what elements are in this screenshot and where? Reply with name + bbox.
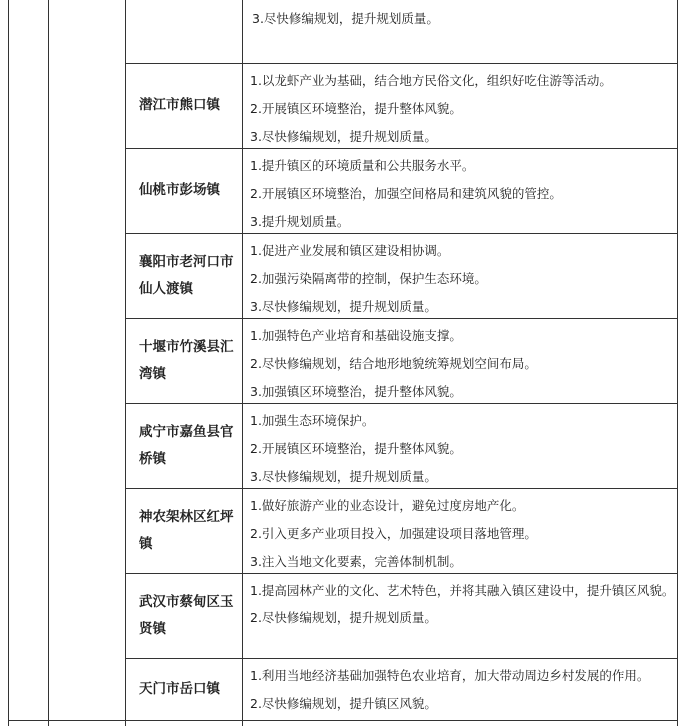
column-divider-2 — [125, 0, 126, 726]
town-name-text: 天门市岳口镇 — [139, 680, 220, 697]
town-name-text: 襄阳市老河口市仙人渡镇 — [139, 253, 234, 297]
town-name-text: 潜江市熊口镇 — [139, 97, 220, 113]
town-name-text: 咸宁市嘉鱼县官桥镇 — [139, 423, 234, 467]
town-name — [133, 233, 244, 318]
table-border-left — [8, 0, 9, 726]
measure-item: 3.尽快修编规划，提升规划质量。 — [250, 469, 437, 484]
measure-item: 1.做好旅游产业的业态设计，避免过度房地产化。 — [250, 498, 525, 513]
town-name-text: 仙桃市彭场镇 — [139, 182, 220, 198]
measures-cell — [250, 407, 678, 491]
town-name — [133, 148, 244, 233]
measure-item: 3.提升规划质量。 — [250, 214, 350, 229]
measure-item: 3.注入当地文化要素，完善体制机制。 — [250, 554, 462, 569]
measure-item: 2.开展镇区环境整治，加强空间格局和建筑风貌的管控。 — [250, 186, 562, 201]
town-name-text: 武汉市蔡甸区玉贤镇 — [139, 593, 234, 637]
measure-item: 1.提高园林产业的文化、艺术特色，并将其融入镇区建设中，提升镇区风貌。 — [250, 583, 675, 598]
measure-item: 2.加强污染隔离带的控制，保护生态环境。 — [250, 271, 487, 286]
measure-item: 1.提升镇区的环境质量和公共服务水平。 — [250, 158, 475, 173]
measures-cell — [250, 67, 678, 151]
measures-cell — [250, 5, 678, 33]
measures-cell — [250, 237, 678, 321]
measure-item: 2.开展镇区环境整治，提升整体风貌。 — [250, 101, 462, 116]
measure-item: 3.尽快修编规划，提升规划质量。 — [250, 299, 437, 314]
town-name — [133, 318, 244, 403]
measure-item: 2.尽快修编规划，提升规划质量。 — [250, 610, 437, 625]
measure-item: 2.尽快修编规划，结合地形地貌统筹规划空间布局。 — [250, 356, 537, 371]
measure-item: 2.引入更多产业项目投入，加强建设项目落地管理。 — [250, 526, 537, 541]
policy-table — [8, 0, 678, 726]
town-name — [133, 573, 244, 658]
measures-cell — [250, 662, 678, 718]
town-name — [133, 63, 244, 148]
town-name-text: 神农架林区红坪镇 — [139, 508, 234, 552]
measure-item: 3.尽快修编规划，提升规划质量。 — [250, 129, 437, 144]
measure-item: 2.尽快修编规划，提升镇区风貌。 — [250, 696, 437, 711]
measures-cell — [250, 322, 678, 406]
town-name — [133, 488, 244, 573]
measure-item: 3.加强镇区环境整治，提升整体风貌。 — [250, 384, 462, 399]
town-name-text: 十堰市竹溪县汇湾镇 — [139, 338, 234, 382]
measures-cell — [250, 492, 678, 576]
column-divider-1 — [48, 0, 49, 726]
measure-item: 1.加强特色产业培育和基础设施支撑。 — [250, 328, 462, 343]
measure-item: 1.加强生态环境保护。 — [250, 413, 375, 428]
measure-item: 1.以龙虾产业为基础，结合地方民俗文化，组织好吃住游等活动。 — [250, 73, 612, 88]
town-name — [133, 658, 244, 720]
measure-item: 1.促进产业发展和镇区建设相协调。 — [250, 243, 450, 258]
table-bottom-border — [8, 720, 677, 721]
measure-item: 1.利用当地经济基础加强特色农业培育，加大带动周边乡村发展的作用。 — [250, 668, 650, 683]
measure-item: 2.开展镇区环境整治，提升整体风貌。 — [250, 441, 462, 456]
measures-cell — [250, 577, 678, 632]
town-name — [133, 403, 244, 488]
measure-item: 3.尽快修编规划，提升规划质量。 — [252, 11, 439, 26]
measures-cell — [250, 152, 678, 236]
